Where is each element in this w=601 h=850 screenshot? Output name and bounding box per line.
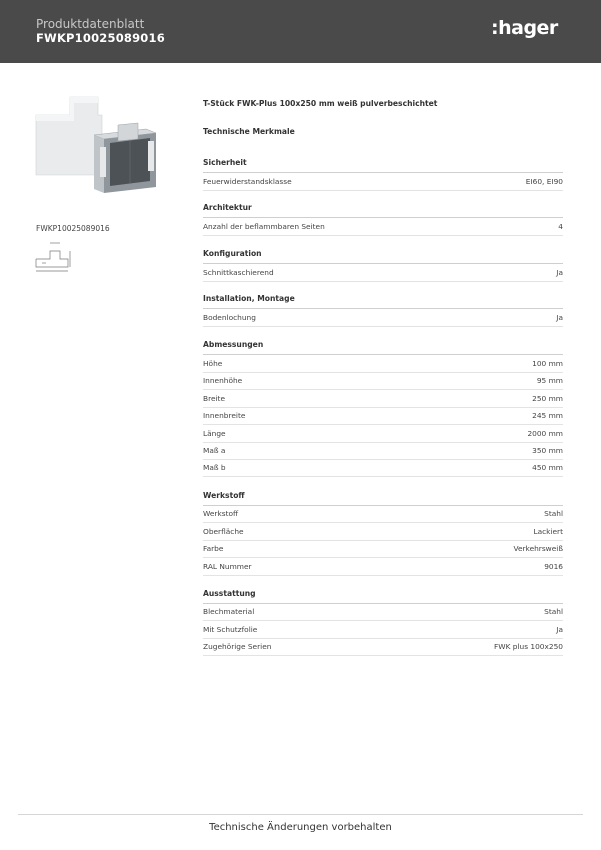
spec-value: Ja — [556, 625, 563, 634]
spec-key: Innenbreite — [203, 411, 246, 420]
spec-key: RAL Nummer — [203, 562, 252, 571]
spec-value: Ja — [556, 268, 563, 277]
spec-value: 4 — [558, 222, 563, 231]
doc-type: Produktdatenblatt — [36, 17, 145, 31]
spec-row — [203, 173, 563, 191]
spec-value: 100 mm — [532, 359, 563, 368]
spec-value: Lackiert — [533, 527, 563, 536]
hager-logo: :hager — [491, 17, 558, 39]
spec-value: FWK plus 100x250 — [494, 642, 563, 651]
spec-row — [203, 407, 563, 425]
spec-value: 245 mm — [532, 411, 563, 420]
spec-key: Innenhöhe — [203, 376, 243, 385]
product-image — [34, 95, 160, 195]
doc-id: FWKP10025089016 — [36, 31, 165, 45]
spec-value: 9016 — [544, 562, 563, 571]
spec-row — [203, 540, 563, 558]
spec-row — [203, 355, 563, 373]
spec-key: Maß b — [203, 463, 226, 472]
spec-value: EI60, EI90 — [525, 177, 563, 186]
section-heading: Konfiguration — [203, 249, 563, 264]
spec-value: Stahl — [544, 509, 563, 518]
spec-key: Blechmaterial — [203, 607, 255, 616]
spec-value: 350 mm — [532, 446, 563, 455]
spec-key: Bodenlochung — [203, 313, 256, 322]
spec-row — [203, 638, 563, 656]
spec-row — [203, 425, 563, 443]
section-heading: Ausstattung — [203, 589, 563, 604]
spec-key: Werkstoff — [203, 509, 239, 518]
spec-value: Ja — [556, 313, 563, 322]
spec-value: Verkehrsweiß — [513, 544, 563, 553]
spec-row — [203, 459, 563, 477]
spec-row — [203, 505, 563, 523]
specs-subtitle: Technische Merkmale — [203, 127, 295, 136]
section-heading: Abmessungen — [203, 340, 563, 355]
dimension-sketch — [32, 237, 74, 275]
spec-row — [203, 390, 563, 408]
spec-key: Mit Schutzfolie — [203, 625, 258, 634]
spec-row — [203, 523, 563, 541]
footer-divider — [18, 814, 583, 815]
spec-row — [203, 442, 563, 460]
spec-key: Höhe — [203, 359, 223, 368]
spec-key: Farbe — [203, 544, 224, 553]
side-product-id: FWKP10025089016 — [36, 224, 110, 233]
section-heading: Architektur — [203, 203, 563, 218]
section-heading: Installation, Montage — [203, 294, 563, 309]
spec-row — [203, 309, 563, 327]
header-bar — [0, 0, 601, 63]
spec-row — [203, 218, 563, 236]
spec-key: Breite — [203, 394, 225, 403]
spec-value: Stahl — [544, 607, 563, 616]
spec-value: 450 mm — [532, 463, 563, 472]
product-title: T-Stück FWK-Plus 100x250 mm weiß pulverbeschichtet — [203, 99, 438, 108]
spec-key: Schnittkaschierend — [203, 268, 274, 277]
footer-note: Technische Änderungen vorbehalten — [209, 822, 392, 833]
spec-row — [203, 372, 563, 390]
spec-row — [203, 558, 563, 576]
spec-value: 250 mm — [532, 394, 563, 403]
spec-key: Oberfläche — [203, 527, 244, 536]
spec-key: Zugehörige Serien — [203, 642, 272, 651]
spec-key: Länge — [203, 429, 226, 438]
spec-key: Feuerwiderstandsklasse — [203, 177, 292, 186]
spec-key: Anzahl der beflammbaren Seiten — [203, 222, 325, 231]
section-heading: Sicherheit — [203, 158, 563, 173]
spec-value: 95 mm — [536, 376, 563, 385]
section-heading: Werkstoff — [203, 491, 563, 506]
spec-row — [203, 264, 563, 282]
spec-row — [203, 621, 563, 639]
spec-row — [203, 603, 563, 621]
spec-key: Maß a — [203, 446, 226, 455]
spec-value: 2000 mm — [527, 429, 563, 438]
